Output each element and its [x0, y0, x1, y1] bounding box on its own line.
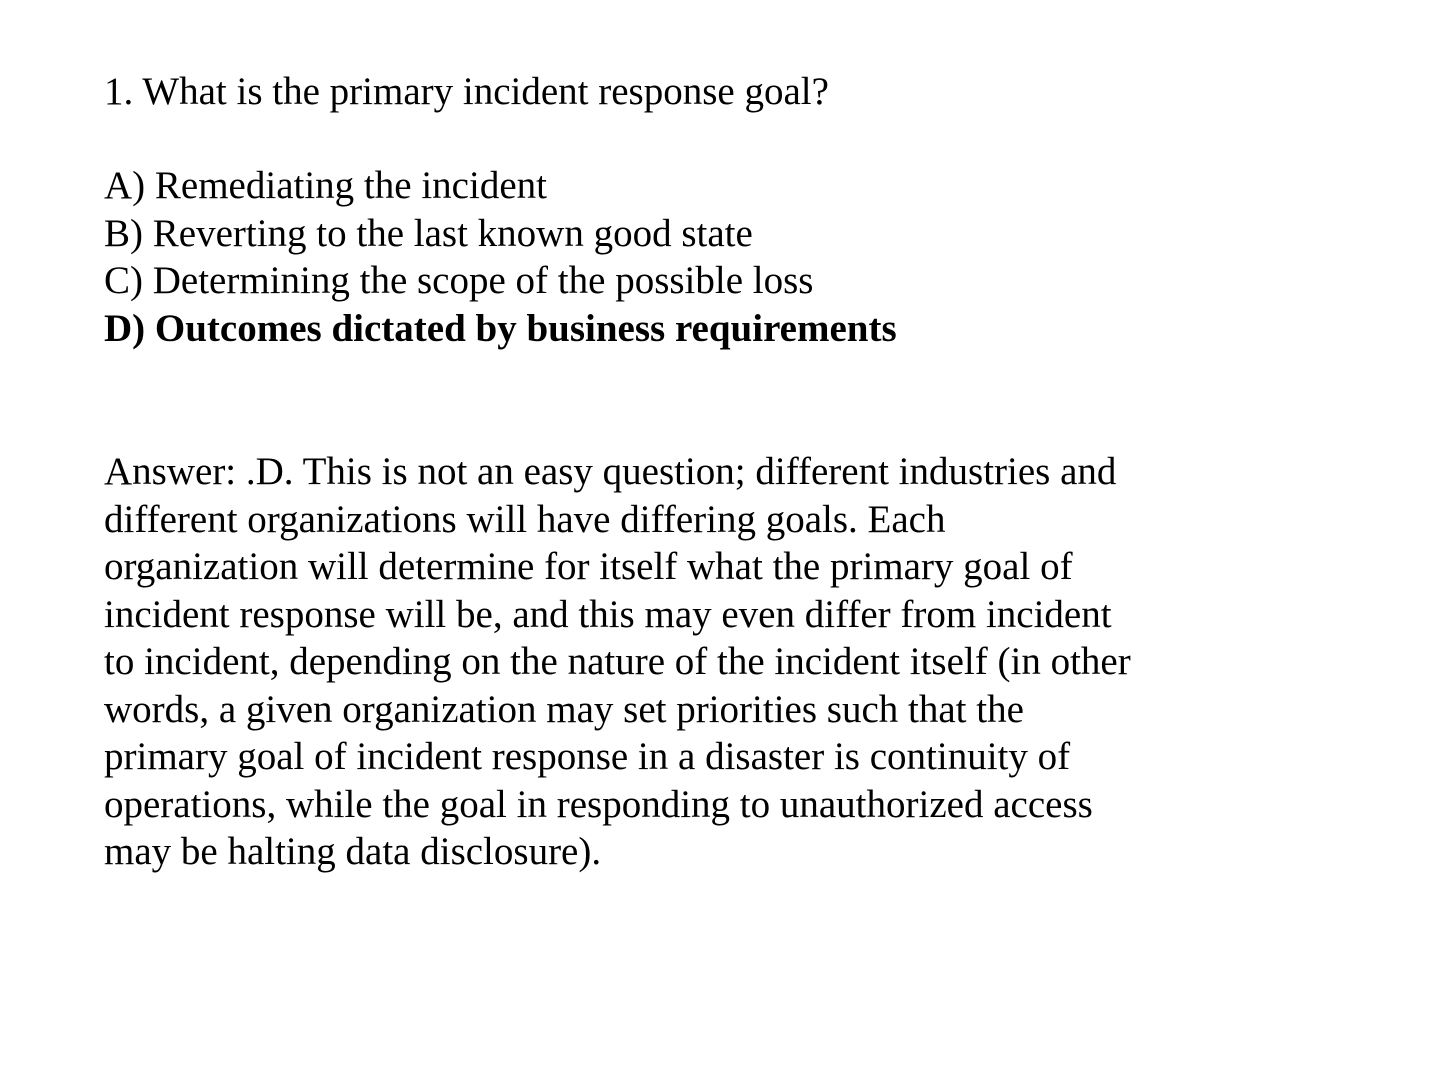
option-a: A) Remediating the incident [104, 164, 547, 207]
answer-line: words, a given organization may set priorities such that the [104, 687, 1024, 731]
answer-line: may be halting data disclosure). [104, 830, 602, 873]
answer-line: operations, while the goal in responding to unauthorized access [104, 782, 1093, 826]
answer-line: organization will determine for itself what the primary goal of [104, 545, 1073, 588]
question-text: 1. What is the primary incident response goal? [104, 70, 829, 113]
options-list [104, 162, 1304, 352]
answer-line: different organizations will have differing goals. Each [104, 497, 946, 541]
document-page [104, 68, 1304, 876]
answer-line: to incident, depending on the nature of the incident itself (in other [104, 640, 1131, 683]
answer-explanation [104, 448, 1304, 876]
answer-line: primary goal of incident response in a disaster is continuity of [104, 735, 1071, 778]
option-b: B) Reverting to the last known good state [104, 211, 753, 255]
answer-line: incident response will be, and this may even differ from incident [104, 592, 1112, 636]
answer-line: Answer: .D. This is not an easy question; different industries and [104, 450, 1117, 493]
option-d-correct: D) Outcomes dictated by business requirements [104, 306, 897, 350]
option-c: C) Determining the scope of the possible loss [104, 259, 814, 302]
